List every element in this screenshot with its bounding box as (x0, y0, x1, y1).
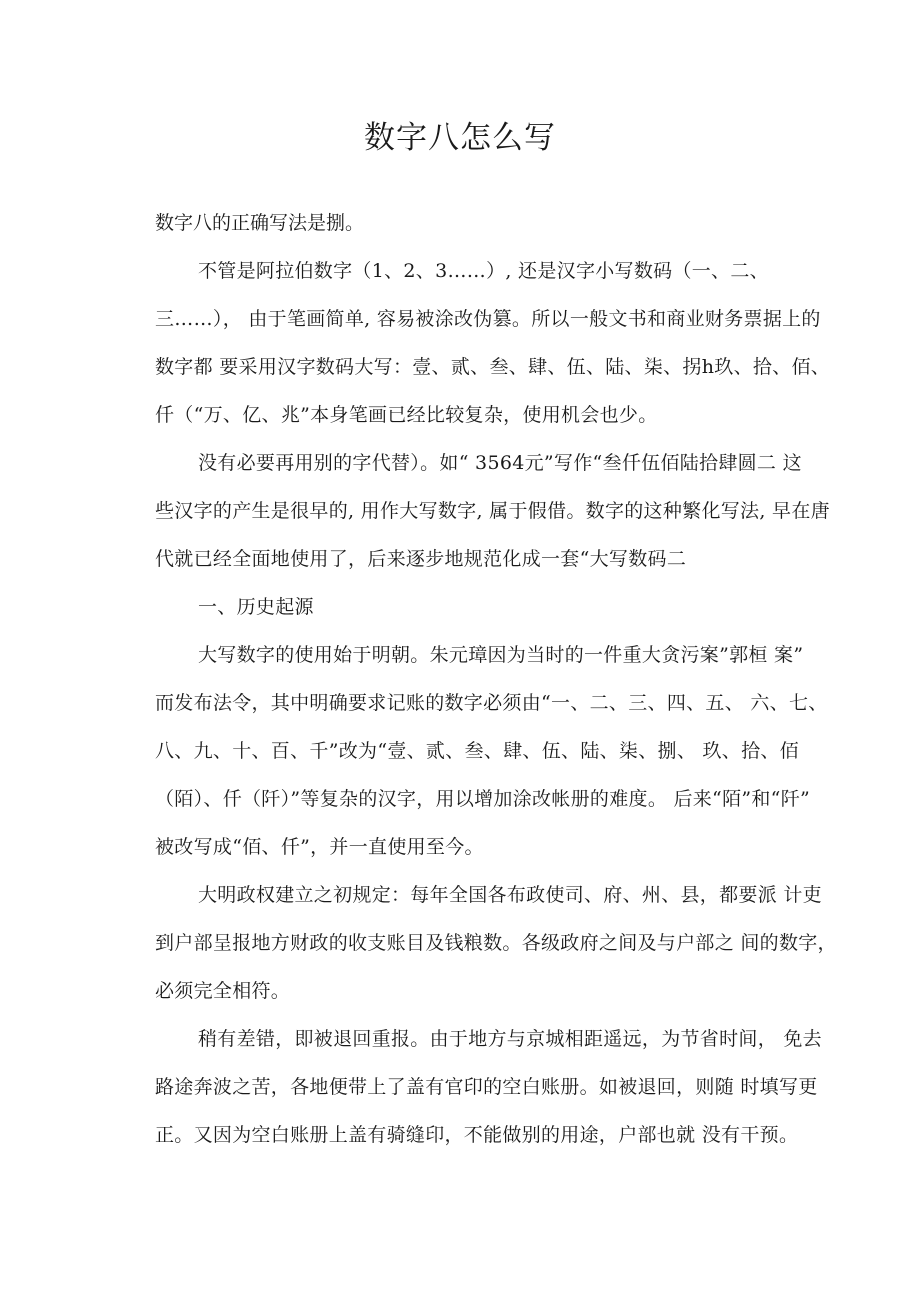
text-line: 没有必要再用别的字代替）。如“ 3564元”写作“叁仟伍佰陆拾肆圆二 这 (198, 452, 802, 474)
section-heading: 一、历史起源 (198, 596, 314, 618)
text-line: 数字都 要采用汉字数码大写：壹、贰、叁、肆、伍、陆、柒、拐h玖、拾、佰、 (155, 356, 831, 378)
paragraph-blank-ledgers (112, 1015, 824, 1159)
text-line: 些汉字的产生是很早的, 用作大写数字, 属于假借。数字的这种繁化写法, 早在唐 (155, 500, 830, 522)
text-line: （陌）、仟（阡）”等复杂的汉字，用以增加涂改帐册的难度。 后来“陌”和“阡” (155, 788, 811, 810)
lead-paragraph: 数字八的正确写法是捌。 (155, 212, 365, 234)
text-line: 大明政权建立之初规定：每年全国各布政使司、府、州、县，都要派 计吏 (198, 884, 822, 906)
paragraph-uppercase-numerals (112, 247, 831, 439)
text-line: 不管是阿拉伯数字（1、2、3……）, 还是汉字小写数码（一、二、 (198, 260, 769, 282)
text-line: 八、九、十、百、千”改为“壹、贰、叁、肆、伍、陆、柒、捌、 玖、拾、佰 (155, 740, 799, 762)
text-line: 到户部呈报地方财政的收支账目及钱粮数。各级政府之间及与户部之 间的数字， (155, 932, 837, 954)
text-line: 稍有差错，即被退回重报。由于地方与京城相距遥远，为节省时间， 免去 (198, 1028, 822, 1050)
paragraph-example (112, 439, 830, 583)
paragraph-ming-dynasty (112, 631, 828, 871)
text-line: 仟（“万、亿、兆”本身笔画已经比较复杂，使用机会也少。 (155, 404, 658, 426)
text-line: 大写数字的使用始于明朝。朱元璋因为当时的一件重大贪污案”郭桓 案” (198, 644, 804, 666)
text-line: 代就已经全面地使用了，后来逐步地规范化成一套“大写数码二 (155, 548, 687, 570)
paragraph-regulation (112, 871, 837, 1015)
page-title: 数字八怎么写 (364, 120, 556, 156)
text-line: 正。又因为空白账册上盖有骑缝印，不能做别的用途，户部也就 没有干预。 (155, 1124, 799, 1146)
text-line: 而发布法令，其中明确要求记账的数字必须由“一、二、三、四、五、 六、七、 (155, 692, 828, 714)
text-line: 被改写成“佰、仟”，并一直使用至今。 (155, 836, 484, 858)
section-heading-history (112, 583, 824, 631)
document-body (112, 199, 837, 1159)
text-line: 三……）， 由于笔画简单, 容易被涂改伪篡。所以一般文书和商业财务票据上的 (155, 308, 821, 330)
text-line: 必须完全相符。 (155, 980, 291, 1002)
text-line: 路途奔波之苦，各地便带上了盖有官印的空白账册。如被退回，则随 时填写更 (155, 1076, 818, 1098)
